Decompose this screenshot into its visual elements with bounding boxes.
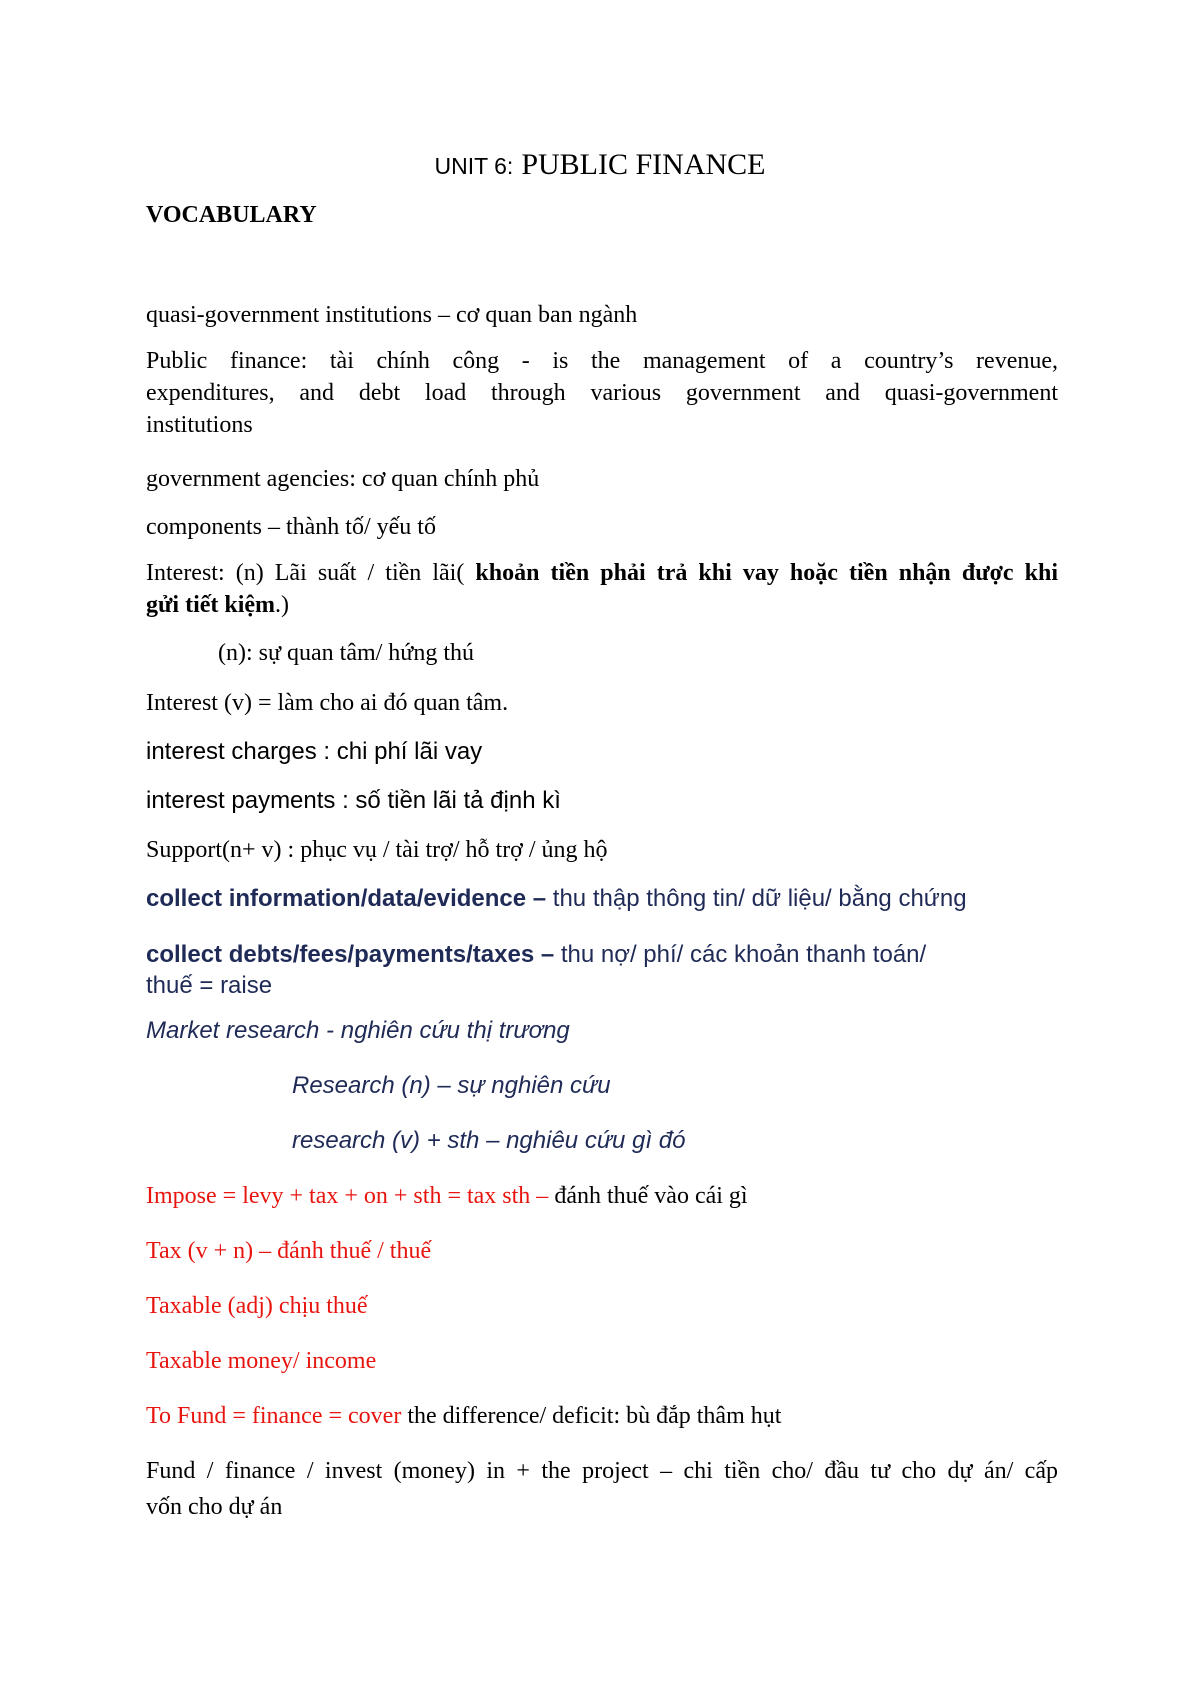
interest-noun-prefix: Interest: (n) Lãi suất / tiền lãi( [146, 560, 465, 586]
entry-interest-verb: Interest (v) = làm cho ai đó quan tâm. [146, 690, 509, 716]
section-heading: VOCABULARY [146, 202, 317, 228]
entry-interest-noun-line1 [146, 557, 1058, 589]
impose-term: Impose = levy + tax + on + sth = tax sth – [146, 1183, 549, 1209]
entry-interest-charges: interest charges : chi phí lãi vay [146, 738, 483, 765]
entry-interest-noun-line2 [146, 589, 1058, 621]
collect-information-meaning: thu thập thông tin/ dữ liệu/ bằng chứng [546, 885, 967, 912]
collect-information-term: collect information/data/evidence – [146, 885, 547, 912]
entry-quasi: quasi-government institutions – cơ quan ban ngành [146, 302, 638, 328]
entry-fund-project-line1: Fund / finance / invest (money) in + the project – chi tiền cho/ đầu tư cho dự án/ cấp [146, 1458, 1058, 1484]
entry-collect-information [146, 883, 1058, 915]
entry-support: Support(n+ v) : phục vụ / tài trợ/ hỗ trợ / ủng hộ [146, 837, 608, 863]
collect-debts-term: collect debts/fees/payments/taxes – [146, 941, 555, 968]
title-main: PUBLIC FINANCE [521, 148, 766, 181]
entry-components: components – thành tố/ yếu tố [146, 514, 436, 540]
interest-noun-definition-end: gửi tiết kiệm [146, 592, 276, 618]
entry-public-finance-line2: expenditures, and debt load through various government and quasi-government [146, 380, 1058, 406]
entry-to-fund [146, 1400, 1058, 1432]
entry-interest-payments: interest payments : số tiền lãi tả định kì [146, 787, 561, 814]
to-fund-term: To Fund = finance = cover [146, 1403, 402, 1429]
entry-collect-debts-line2: thuế = raise [146, 972, 273, 999]
title-unit: UNIT 6: [434, 153, 514, 179]
interest-noun-definition: khoản tiền phải trả khi vay hoặc tiền nhận được khi [464, 560, 1058, 586]
impose-meaning: đánh thuế vào cái gì [548, 1183, 748, 1209]
entry-interest-noun-2: (n): sự quan tâm/ hứng thú [218, 640, 474, 666]
entry-taxable: Taxable (adj) chịu thuế [146, 1293, 368, 1319]
entry-collect-debts-line1 [146, 939, 1058, 971]
entry-research-noun: Research (n) – sự nghiên cứu [292, 1072, 611, 1099]
entry-impose [146, 1180, 1058, 1212]
entry-taxable-money: Taxable money/ income [146, 1348, 377, 1374]
entry-public-finance-line3: institutions [146, 412, 253, 438]
entry-tax: Tax (v + n) – đánh thuế / thuế [146, 1238, 432, 1264]
entry-research-verb: research (v) + sth – nghiêu cứu gì đó [292, 1127, 686, 1154]
page-title [0, 145, 1200, 182]
collect-debts-meaning: thu nợ/ phí/ các khoản thanh toán/ [554, 941, 927, 968]
interest-noun-suffix: .) [275, 592, 290, 618]
entry-public-finance-line1: Public finance: tài chính công - is the management of a country’s revenue, [146, 348, 1058, 374]
to-fund-meaning: the difference/ deficit: bù đắp thâm hụt [401, 1403, 782, 1429]
entry-government-agencies: government agencies: cơ quan chính phủ [146, 466, 540, 492]
entry-fund-project-line2: vốn cho dự án [146, 1494, 283, 1520]
entry-market-research: Market research - nghiên cứu thị trương [146, 1017, 570, 1044]
